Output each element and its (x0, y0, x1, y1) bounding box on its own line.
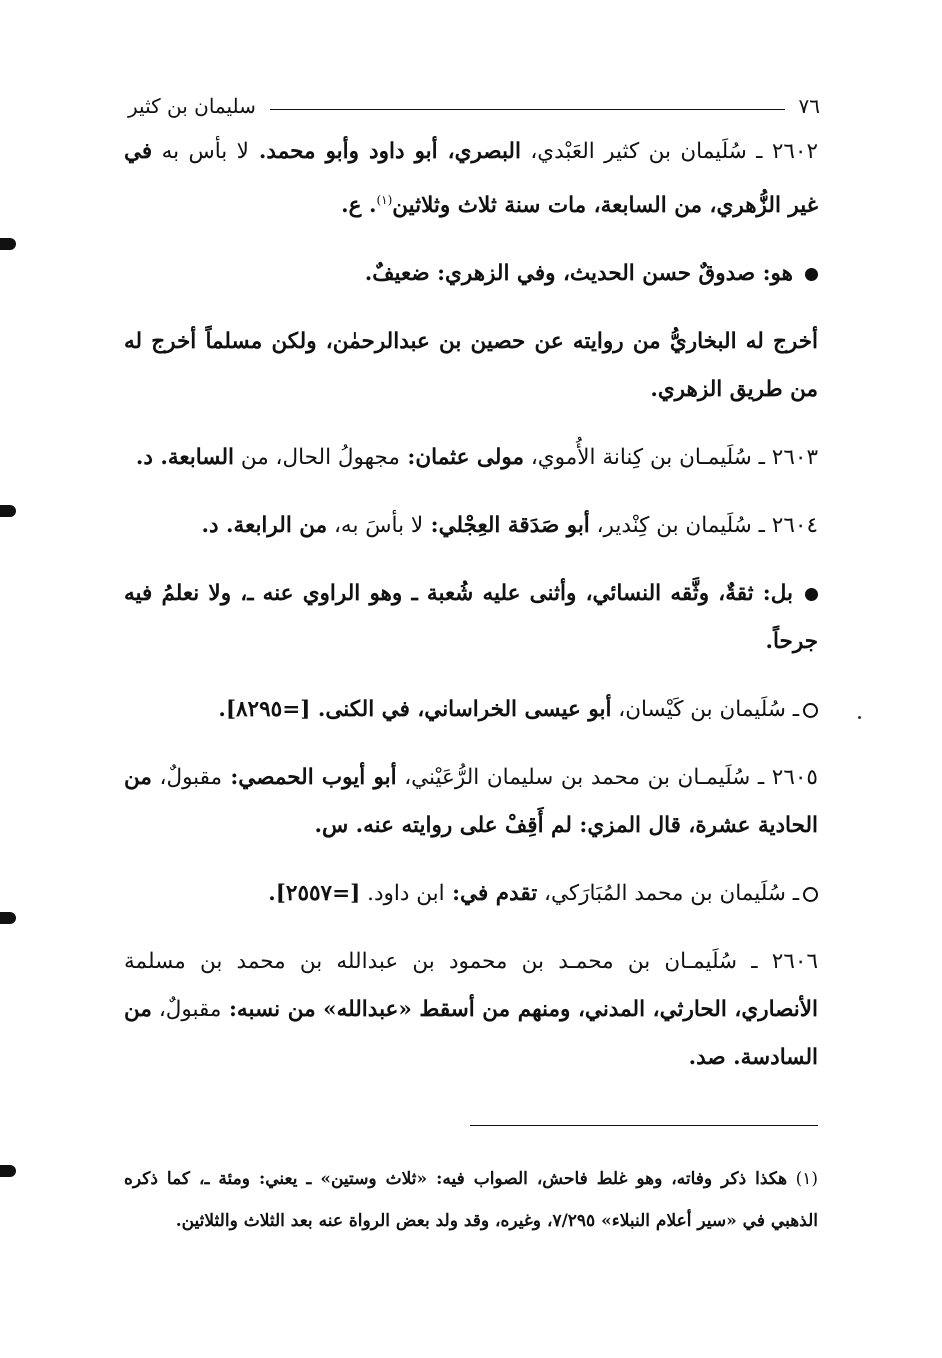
entry-2605: ٢٦٠٥ ـ سُلَيمـان بن محمد بن سليمان الرُّعَيْني، أبو أيوب الحمصي: مقبولٌ، من الحادية عشرة، قال المزي: لم أَقِفْ على روايته عنه. س. (124, 765, 818, 839)
page-header (128, 88, 820, 124)
footnote (124, 1158, 818, 1242)
entry-2606: ٢٦٠٦ ـ سُلَيمـان بن محمـد بن محمود بن عبدالله بن محمد بن مسلمة الأنصاري، الحارثي، المدني، ومنهم من أسقط «عبدالله» من نسبه: مقبولٌ، من السادسة. صد. (124, 949, 818, 1071)
ring-icon (803, 887, 818, 902)
binding-mark (0, 912, 16, 924)
footnote-text: هكذا ذكر وفاته، وهو غلط فاحش، الصواب فيه: «ثلاث وستين» ـ يعني: ومئة ـ، كما ذكره الذهبي في «سير أعلام النبلاء» ٧/٢٩٥، وغيره، وقد ولد بعض الرواة عنه بعد الثلاث والثلاثين. (124, 1169, 818, 1231)
binding-mark (0, 238, 16, 250)
footnote-ref: (١) (376, 193, 393, 207)
page-number: ٧٦ (798, 94, 820, 118)
entry-2602: ٢٦٠٢ ـ سُلَيمان بن كثير العَبْدي، البصري، أبو داود وأبو محمد. لا بأس به في غير الزُّهري، من السابعة، مات سنة ثلاث وثلاثين$^{(١)}$. ع. (124, 139, 819, 219)
speck (858, 716, 861, 719)
note-2602: أخرج له البخاريُّ من روايته عن حصين بن عبدالرحمٰن، ولكن مسلماً أخرج له من طريق الزهري. (124, 329, 818, 403)
footnote-rule (470, 1125, 818, 1126)
entry-2603: ٢٦٠٣ ـ سُلَيمـان بن كِنانة الأُموي، مولى عثمان: مجهولُ الحال، من السابعة. د. (135, 445, 818, 471)
running-title: سليمان بن كثير (128, 94, 256, 118)
bullet-icon (805, 268, 818, 281)
comment-2604: بل: ثقةٌ، وثَّقه النسائي، وأثنى عليه شُعبة ـ وهو الراوي عنه ـ، ولا نعلمُ فيه جرحاً. (124, 581, 818, 655)
footnote-marker: (١) (795, 1169, 818, 1189)
ref-kaysan: ـ سُلَيمان بن كَيْسان، أبو عيسى الخراساني، في الكنى. [=٨٢٩٥]. (124, 686, 818, 734)
main-text (124, 128, 818, 1102)
bullet-icon (805, 588, 818, 601)
binding-mark (0, 1165, 16, 1177)
comment-2602: هو: صدوقٌ حسن الحديث، وفي الزهري: ضعيفٌ. (124, 250, 818, 298)
entry-2604: ٢٦٠٤ ـ سُلَيمان بن كِنْدير، أبو صَدَقة العِجْلي: لا بأسَ به، من الرابعة. د. (201, 513, 818, 539)
binding-mark (0, 505, 16, 517)
ref-mubaraki: ـ سُلَيمان بن محمد المُبَارَكي، تقدم في: ابن داود. [=٢٥٥٧]. (124, 870, 818, 918)
ring-icon (803, 703, 818, 718)
header-rule (270, 109, 785, 110)
